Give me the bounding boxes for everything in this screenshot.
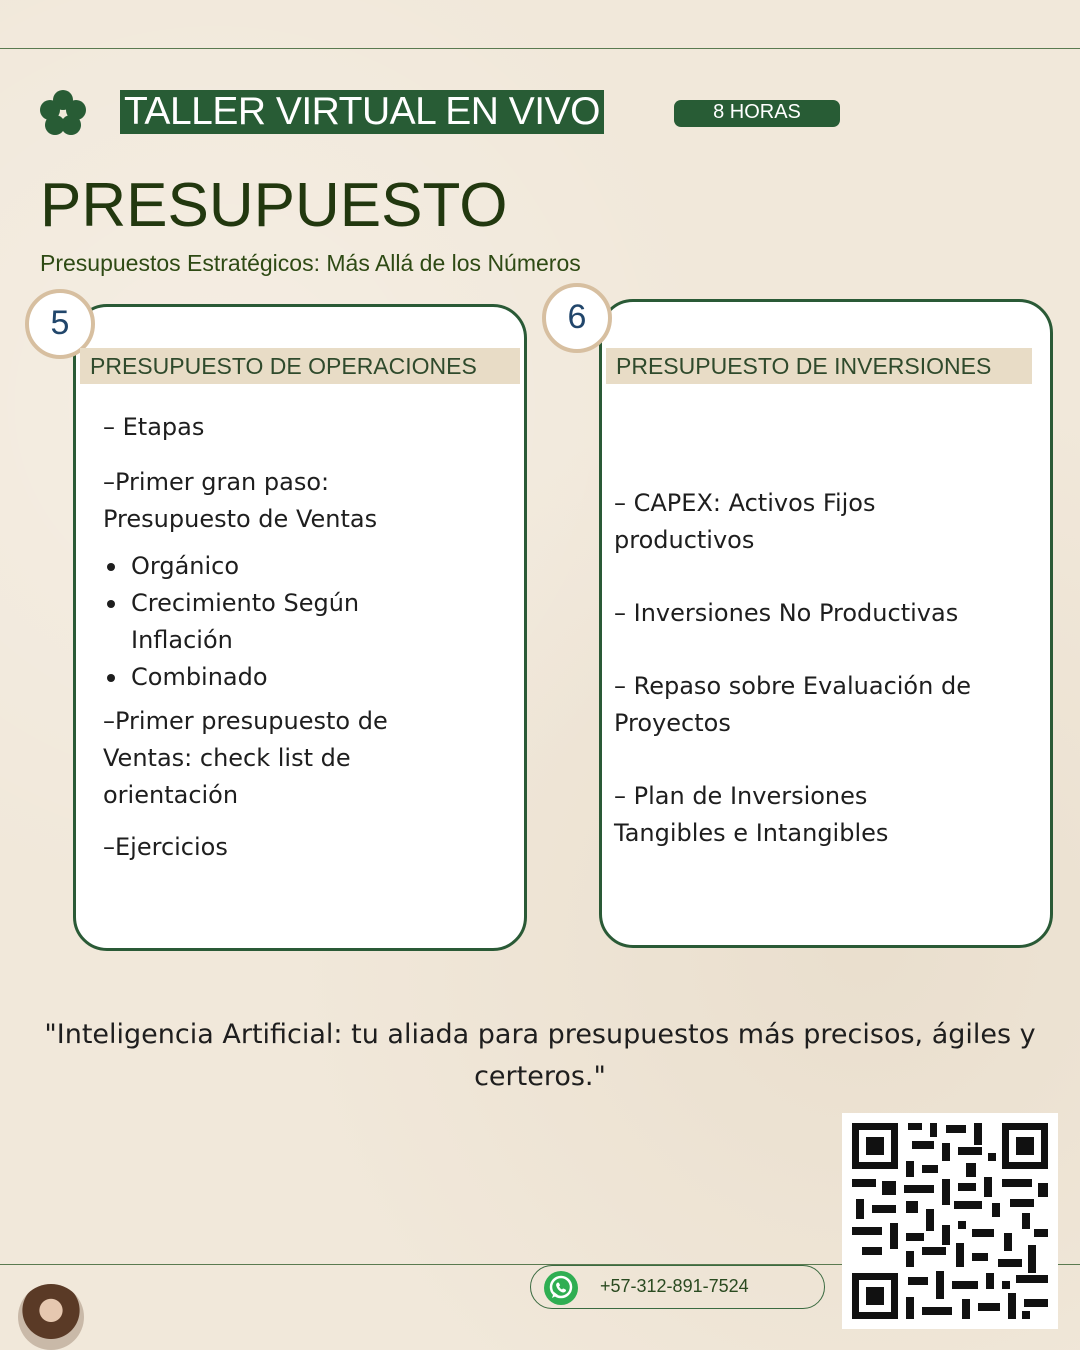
investments-item-capex: – CAPEX: Activos Fijos productivos — [614, 489, 876, 554]
card-number-5: 5 — [25, 289, 95, 359]
avatar — [18, 1284, 84, 1350]
duration-badge: 8 HORAS — [674, 100, 840, 127]
operations-item-checklist: –Primer presupuesto de Ventas: check list de orientación — [103, 707, 388, 809]
card-number-6: 6 — [542, 283, 612, 353]
list-item: Crecimiento Según Inflación — [103, 585, 421, 659]
ai-quote: "Inteligencia Artificial: tu aliada para presupuestos más precisos, ágiles y certeros." — [44, 1019, 1036, 1092]
workshop-badge: TALLER VIRTUAL EN VIVO — [120, 90, 604, 134]
page-title: PRESUPUESTO — [40, 171, 508, 240]
operations-item-primer-paso: –Primer gran paso: Presupuesto de Ventas — [103, 468, 378, 533]
operations-item-etapas: – Etapas — [103, 413, 205, 441]
investments-item-plan: – Plan de Inversiones Tangibles e Intangibles — [614, 782, 889, 847]
page-subtitle: Presupuestos Estratégicos: Más Allá de los Números — [40, 250, 581, 276]
card-heading-operations: PRESUPUESTO DE OPERACIONES — [80, 348, 520, 384]
operations-bullet-list — [103, 548, 421, 696]
whatsapp-icon — [543, 1270, 579, 1306]
phone-number[interactable]: +57-312-891-7524 — [600, 1276, 749, 1296]
card-heading-investments: PRESUPUESTO DE INVERSIONES — [606, 348, 1032, 384]
list-item: Combinado — [103, 659, 421, 696]
investments-item-evaluacion: – Repaso sobre Evaluación de Proyectos — [614, 672, 971, 737]
clover-icon — [38, 88, 88, 138]
operations-item-ejercicios: –Ejercicios — [103, 833, 228, 861]
qr-code[interactable] — [842, 1113, 1058, 1329]
investments-item-no-productivas: – Inversiones No Productivas — [614, 599, 959, 627]
list-item: Orgánico — [103, 548, 421, 585]
top-divider — [0, 48, 1080, 49]
